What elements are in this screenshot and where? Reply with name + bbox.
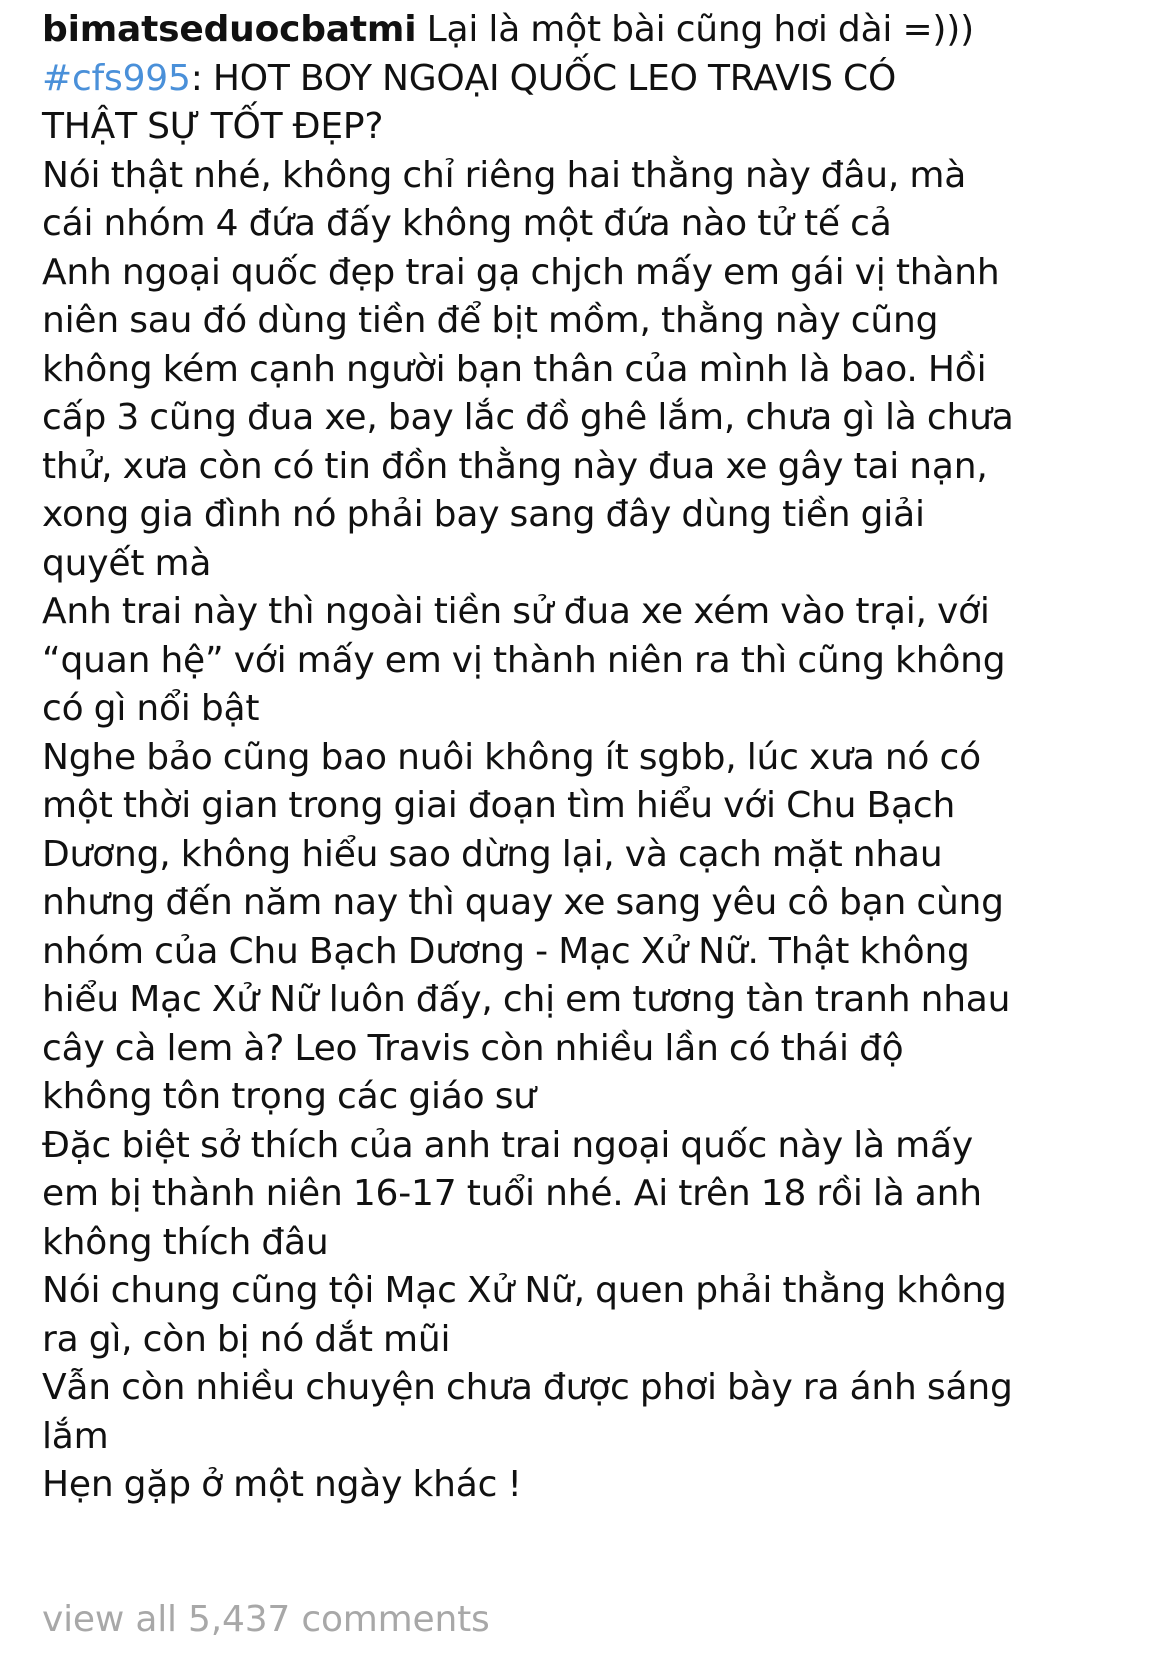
caption-text: Đặc biệt sở thích của anh trai ngoại quốc này là mấy (42, 1124, 973, 1166)
caption-text: cấp 3 cũng đua xe, bay lắc đồ ghê lắm, chưa gì là chưa (42, 397, 1014, 438)
caption-text: không tôn trọng các giáo sư (42, 1076, 536, 1117)
caption-text: Nói thật nhé, không chỉ riêng hai thằng này đâu, mà (42, 154, 967, 196)
view-all-comments-link[interactable]: view all 5,437 comments (42, 1599, 490, 1640)
caption-text: Vẫn còn nhiều chuyện chưa được phơi bày ra ánh sáng (42, 1367, 1013, 1408)
caption-text: xong gia đình nó phải bay sang đây dùng tiền giải (42, 494, 925, 535)
post-caption (42, 6, 1122, 1510)
caption-text: có gì nổi bật (42, 688, 260, 729)
caption-text: Anh trai này thì ngoài tiền sử đua xe xém vào trại, với (42, 591, 990, 632)
caption-text: : HOT BOY NGOẠI QUỐC LEO TRAVIS CÓ (190, 57, 897, 99)
caption-text: lắm (42, 1415, 109, 1457)
caption-text: không thích đâu (42, 1221, 329, 1263)
caption-text: quyết mà (42, 542, 212, 584)
caption-text: “quan hệ” với mấy em vị thành niên ra thì cũng không (42, 639, 1006, 681)
caption-text: thử, xưa còn có tin đồn thằng này đua xe gây tai nạn, (42, 445, 988, 487)
caption-text: Hẹn gặp ở một ngày khác ! (42, 1464, 522, 1505)
caption-text: cái nhóm 4 đứa đấy không một đứa nào tử tế cả (42, 203, 892, 244)
caption-text: nhóm của Chu Bạch Dương - Mạc Xử Nữ. Thật không (42, 930, 970, 972)
caption-line-2 (42, 55, 1122, 104)
caption-text: THẬT SỰ TỐT ĐẸP? (42, 106, 384, 147)
caption-text: Nghe bảo cũng bao nuôi không ít sgbb, lúc xưa nó có (42, 736, 981, 778)
caption-text: một thời gian trong giai đoạn tìm hiểu với Chu Bạch (42, 785, 956, 826)
caption-text: niên sau đó dùng tiền để bịt mồm, thằng này cũng (42, 300, 939, 341)
caption-text: Nói chung cũng tội Mạc Xử Nữ, quen phải thằng không (42, 1270, 1007, 1311)
caption-text: hiểu Mạc Xử Nữ luôn đấy, chị em tương tàn tranh nhau (42, 979, 1011, 1020)
caption-text: Anh ngoại quốc đẹp trai gạ chjch mấy em gái vị thành (42, 251, 1000, 293)
username-link[interactable]: bimatseduocbatmi (42, 9, 417, 50)
caption-intro: Lại là một bài cũng hơi dài =))) (426, 9, 974, 50)
caption-line-1 (42, 6, 1122, 55)
caption-text: không kém cạnh người bạn thân của mình là bao. Hồi (42, 348, 987, 390)
caption-text: nhưng đến năm nay thì quay xe sang yêu cô bạn cùng (42, 882, 1004, 923)
caption-text: ra gì, còn bị nó dắt mũi (42, 1318, 451, 1360)
caption-text: em bị thành niên 16-17 tuổi nhé. Ai trên 18 rồi là anh (42, 1173, 982, 1214)
hashtag-link[interactable]: #cfs995 (42, 57, 191, 99)
caption-text: Dương, không hiểu sao dừng lại, và cạch mặt nhau (42, 833, 943, 875)
caption-text: cây cà lem à? Leo Travis còn nhiều lần có thái độ (42, 1027, 904, 1069)
